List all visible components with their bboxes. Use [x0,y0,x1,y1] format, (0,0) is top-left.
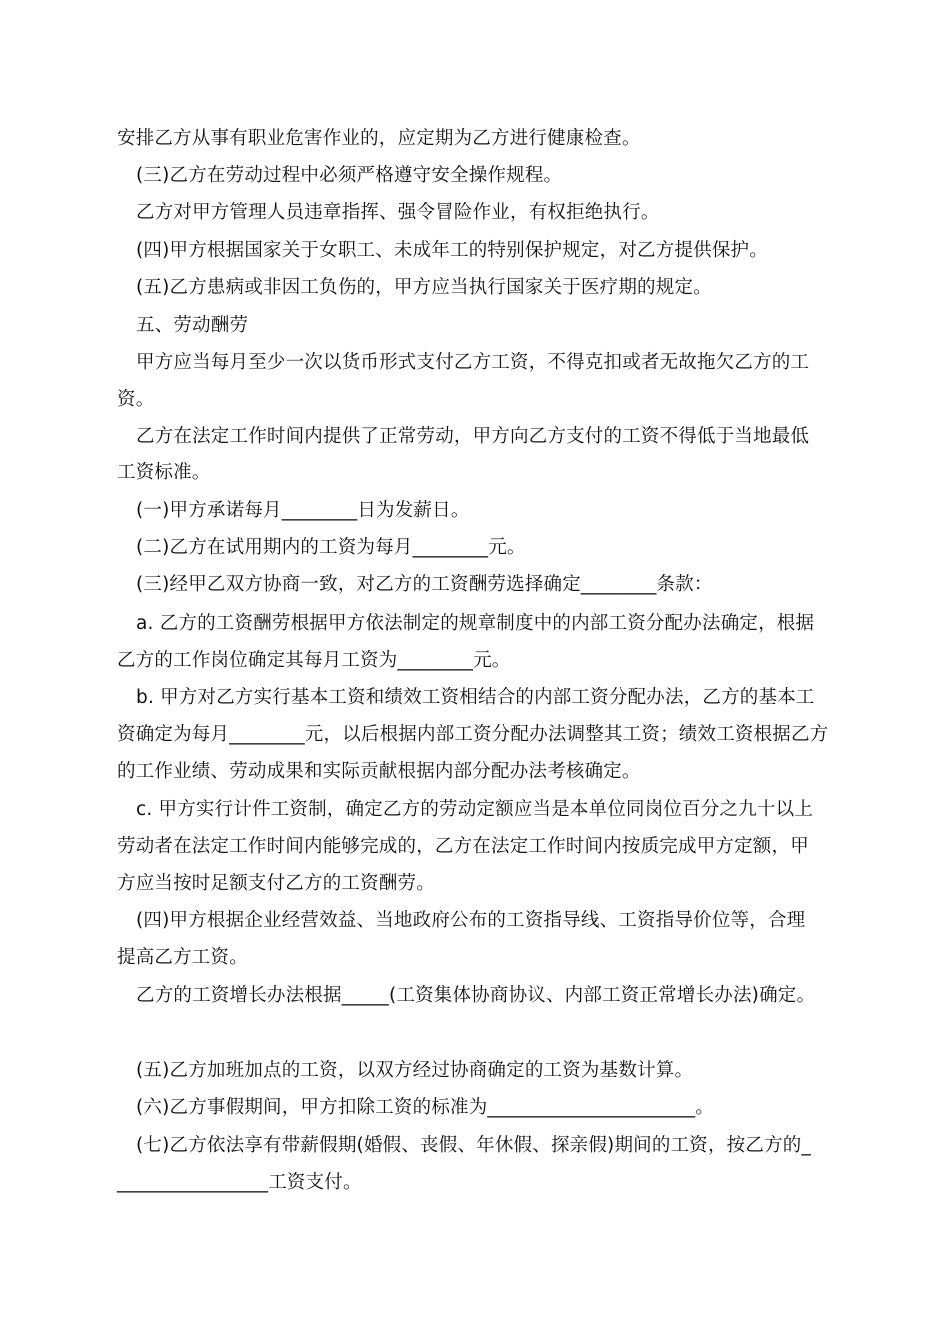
paragraph-line: (四)甲方根据国家关于女职工、未成年工的特别保护规定，对乙方提供保护。 [136,240,768,261]
paragraph-line: (五)乙方患病或非因工负伤的，甲方应当执行国家关于医疗期的规定。 [136,277,712,298]
paragraph-line: b. 甲方对乙方实行基本工资和绩效工资相结合的内部工资分配办法，乙方的基本工 [136,687,815,708]
paragraph-line: 工资标准。 [117,462,211,483]
paragraph-line: (三)乙方在劳动过程中必须严格遵守安全操作规程。 [136,165,563,186]
paragraph-line: (一)甲方承诺每月________日为发薪日。 [136,500,470,521]
section-heading: 五、劳动酬劳 [136,315,249,336]
paragraph-line: 乙方的工作岗位确定其每月工资为________元。 [117,650,511,671]
paragraph-line: 乙方对甲方管理人员违章指挥、强令冒险作业，有权拒绝执行。 [136,202,660,223]
paragraph-line: 安排乙方从事有职业危害作业的，应定期为乙方进行健康检查。 [117,128,641,149]
paragraph-line: (三)经甲乙双方协商一致，对乙方的工资酬劳选择确定________条款： [136,574,713,595]
paragraph-line: 劳动者在法定工作时间内能够完成的，乙方在法定工作时间内按质完成甲方定额，甲 [117,836,809,857]
paragraph-line: (七)乙方依法享有带薪假期(婚假、丧假、年休假、探亲假)期间的工资，按乙方的_ [136,1135,811,1156]
paragraph-line: (四)甲方根据企业经营效益、当地政府公布的工资指导线、工资指导价位等，合理 [136,910,806,931]
paragraph-line: 提高乙方工资。 [117,947,248,968]
paragraph-line: 资。 [117,389,155,410]
paragraph-line: (二)乙方在试用期内的工资为每月________元。 [136,537,526,558]
paragraph-line: 的工作业绩、劳动成果和实际贡献根据内部分配办法考核确定。 [117,761,641,782]
paragraph-line: 甲方应当每月至少一次以货币形式支付乙方工资，不得克扣或者无故拖欠乙方的工 [136,352,810,373]
paragraph-line: 乙方的工资增长办法根据_____(工资集体协商协议、内部工资正常增长办法)确定。 [136,985,816,1006]
paragraph-line: c. 甲方实行计件工资制，确定乙方的劳动定额应当是本单位同岗位百分之九十以上 [136,799,814,820]
paragraph-line: 资确定为每月________元，以后根据内部工资分配办法调整其工资；绩效工资根据乙方 [117,724,829,745]
paragraph-line: 乙方在法定工作时间内提供了正常劳动，甲方向乙方支付的工资不得低于当地最低 [136,426,810,447]
paragraph-line: ________________工资支付。 [117,1172,362,1193]
paragraph-line: (六)乙方事假期间，甲方扣除工资的标准为______________________。 [136,1097,715,1118]
paragraph-line: a. 乙方的工资酬劳根据甲方依法制定的规章制度中的内部工资分配办法确定，根据 [136,613,815,634]
paragraph-line: 方应当按时足额支付乙方的工资酬劳。 [117,873,435,894]
paragraph-line: (五)乙方加班加点的工资，以双方经过协商确定的工资为基数计算。 [136,1060,694,1081]
